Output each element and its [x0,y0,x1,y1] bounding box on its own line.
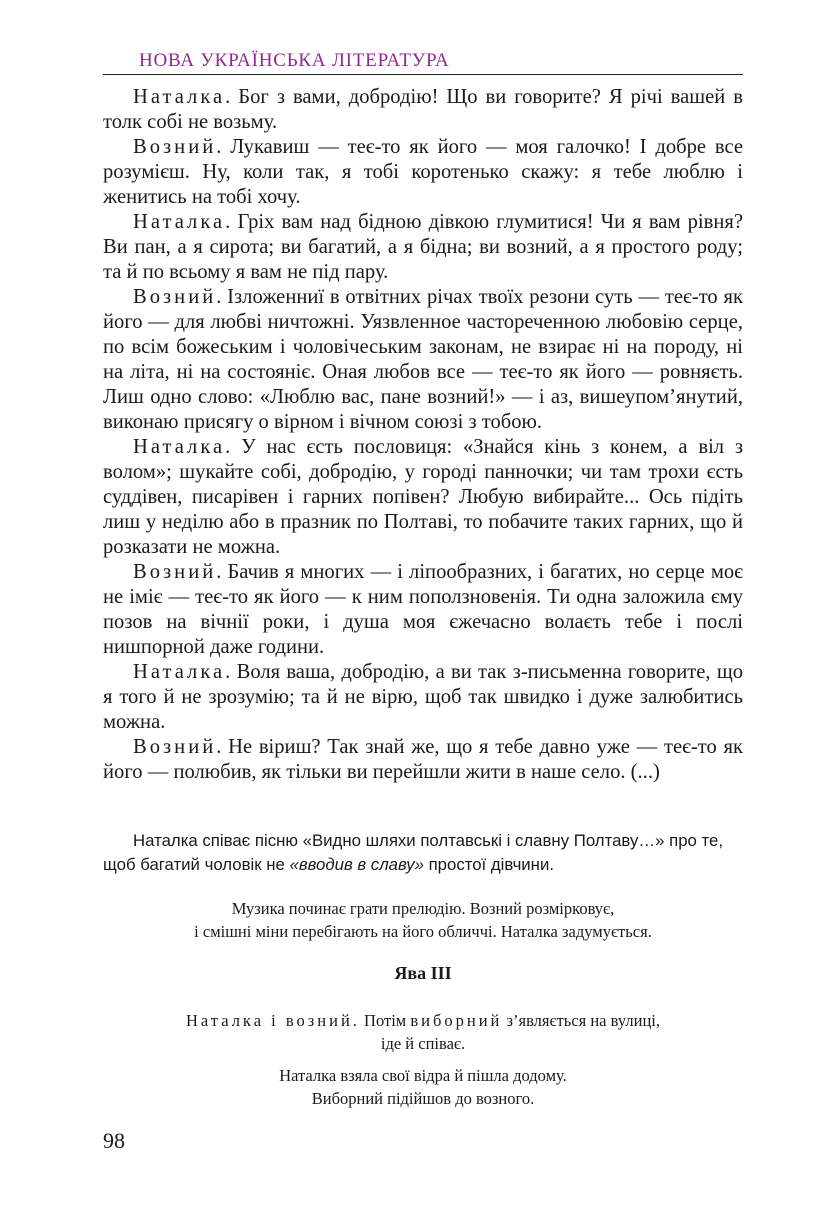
speaker-name: Наталка [133,211,226,233]
line-text: . Гріх вам над бідною дівкою глумитися! Чи я вам рівня? Ви пан, а я сирота; ви багатий, а я бідна; ви возний, а я простого роду; та й по всьому я вам не під пару. [103,211,743,283]
stage-direction-line: і смішні міни перебігають на його обличчі. Наталка задумується. [194,922,652,941]
speaker-name: Возний [133,561,217,583]
dialogue-line [103,85,743,135]
line-text: . У нас єсть пословиця: «Знайся кінь з конем, а віл з волом»; шукайте собі, добродію, у городі панночки; чи там трохи єсть суддівен, писарівен і гарних попівен? Любую вибирайте... Ось підіть лиш у неділю або в празник по Полтаві, то побачите таких гарних, що й розказати не можна. [103,436,743,558]
speaker-name: Наталка [133,436,226,458]
stage-direction [103,897,743,943]
line-text: . Лукавиш — теє-то як його — моя галочко! І добре все розумієш. Ну, коли так, я тобі коротенько скажу: я тебе люблю і женитись на тобі хочу. [103,136,743,208]
dialogue-line [103,285,743,435]
characters: Наталка і возний. [186,1011,360,1030]
dialogue-text [103,85,743,785]
character-vybornyi: виборний [410,1011,503,1030]
stage-direction-line: іде й співає. [380,1034,466,1053]
line-text: . Не віриш? Так знай же, що я тебе давно уже — теє-то як його — полюбив, як тільки ви перейшли жити в наше село. (...) [103,736,743,783]
stage-direction-line: Музика починає грати прелюдію. Возний розмірковує, [231,899,615,918]
line-text: . Бог з вами, добродію! Що ви говорите? Я річі вашей в толк собі не возьму. [103,86,743,133]
stage-direction [103,1009,743,1055]
stage-text: з’являється на вулиці, [502,1011,660,1030]
speaker-name: Возний [133,736,217,758]
song-note [103,829,743,877]
speaker-name: Наталка [133,86,226,108]
dialogue-line [103,435,743,560]
note-quote: «вводив в славу» [289,855,424,874]
scene-title: Ява III [394,963,452,983]
dialogue-line [103,660,743,735]
speaker-name: Возний [133,286,217,308]
header-title: НОВА УКРАЇНСЬКА ЛІТЕРАТУРА [139,50,450,71]
page-number: 98 [103,1128,125,1153]
running-header [103,46,743,75]
line-text: . Бачив я многих — і ліпообразних, і багатих, но серце моє не іміє — теє-то як його — к ним поползновенія. Ти одна заложила єму позов на вічнії роки, і душа моя єжечасно волаєть тебе і послі нишпорной даже години. [103,561,743,658]
dialogue-line [103,210,743,285]
note-text: Наталка співає пісню «Видно шляхи полтавські і славну Полтаву…» про те, щоб багатий чоловік не [103,831,724,874]
stage-text: Потім [359,1011,411,1030]
stage-direction-line: Наталка взяла свої відра й пішла додому. [279,1066,567,1085]
speaker-name: Наталка [133,661,226,683]
stage-direction-line: Виборний підійшов до возного. [311,1089,535,1108]
stage-direction [103,1064,743,1110]
note-text-end: простої дівчини. [423,855,554,874]
dialogue-line [103,135,743,210]
dialogue-line [103,735,743,785]
speaker-name: Возний [133,136,217,158]
stage-direction-line [103,1009,743,1032]
dialogue-line [103,560,743,660]
line-text: . Ізложенниї в отвітних річах твоїх резони суть — теє-то як його — для любві ничтожні. Уязвленное частореченною любовію серце, по всім божеським і чоловічеським законам, не взирає ні на породу, ні на літа, ні на состояніє. Оная любов все — теє-то як його — ровняєть. Лиш одно слово: «Люблю вас, пане возний!» — і аз, вишеупом’янутий, виконаю присягу о вірном і вічном союзі з тобою. [103,286,743,433]
line-text: . Воля ваша, добродію, а ви так з-письменна говорите, що я того й не зрозумію; та й не вірю, щоб так швидко і дуже залюбитись можна. [103,661,743,733]
